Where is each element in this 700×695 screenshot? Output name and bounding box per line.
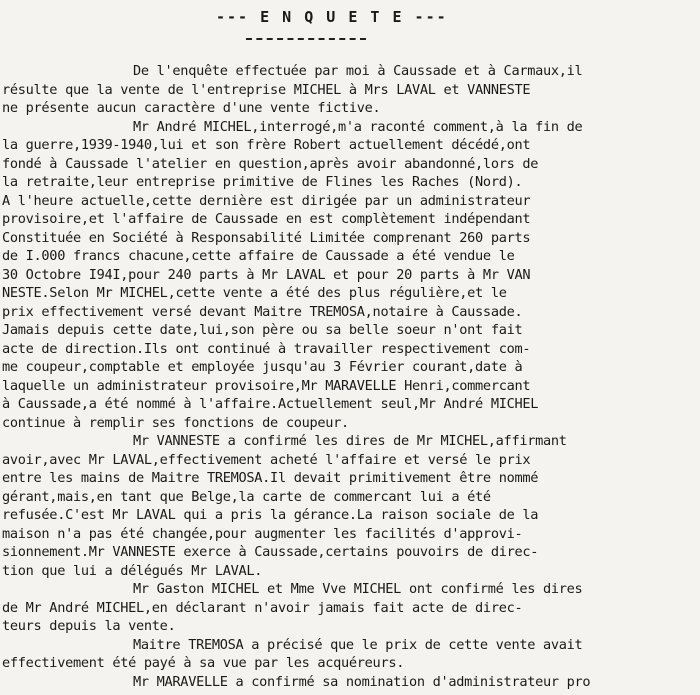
text-line: NESTE.Selon Mr MICHEL,cette vente a été des plus régulière,et le xyxy=(2,285,507,301)
text-line: teurs depuis la vente. xyxy=(2,618,176,634)
text-line: prix effectivement versé devant Maitre TREMOSA,notaire à Caussade. xyxy=(2,303,523,320)
text-line: de Mr André MICHEL,en déclarant n'avoir jamais fait acte de direc- xyxy=(2,599,523,616)
text-line: de I.000 francs chacune,cette affaire de Caussade a été vendue le xyxy=(2,248,515,264)
text-line: fondé à Caussade l'atelier en question,après avoir abandonné,lors de xyxy=(2,155,539,172)
text-line: la guerre,1939-1940,lui et son frère Robert actuellement décédé,ont xyxy=(2,137,531,153)
text-line: Constituée en Société à Responsabilité Limitée comprenant 260 parts xyxy=(2,229,531,246)
text-line: De l'enquête effectuée par moi à Caussade et à Carmaux,il xyxy=(133,63,583,79)
text-line: entre les mains de Maitre TREMOSA.Il devait primitivement être nommé xyxy=(2,470,539,486)
text-line: continue à remplir ses fonctions de coupeur. xyxy=(2,414,349,431)
text-line: laquelle un administrateur provisoire,Mr MARAVELLE Henri,commercant xyxy=(2,377,531,394)
text-line: à Caussade,a été nommé à l'affaire.Actuellement seul,Mr André MICHEL xyxy=(2,396,539,412)
text-line: A l'heure actuelle,cette dernière est dirigée par un administrateur xyxy=(2,192,531,209)
text-line: Jamais depuis cette date,lui,son père ou sa belle soeur n'ont fait xyxy=(2,322,523,338)
document-title: --- E N Q U E T E --- xyxy=(216,8,448,26)
text-line: effectivement été payé à sa vue par les acquéreurs. xyxy=(2,655,405,671)
text-line: provisoire,et l'affaire de Caussade en est complètement indépendant xyxy=(2,211,531,227)
text-line: 30 Octobre I94I,pour 240 parts à Mr LAVAL et pour 20 parts à Mr VAN xyxy=(2,266,531,283)
text-line: avoir,avec Mr LAVAL,effectivement acheté l'affaire et versé le prix xyxy=(2,451,531,468)
text-line: refusée.C'est Mr LAVAL qui a pris la gérance.La raison sociale de la xyxy=(2,507,539,523)
text-line: Mr MARAVELLE a confirmé sa nomination d'administrateur pro xyxy=(133,673,591,690)
text-line: Mr Gaston MICHEL et Mme Vve MICHEL ont confirmé les dires xyxy=(133,581,583,597)
text-line: ne présente aucun caractère d'une vente fictive. xyxy=(2,100,381,116)
text-line: Mr VANNESTE a confirmé les dires de Mr MICHEL,affirmant xyxy=(133,433,567,449)
text-line: résulte que la vente de l'entreprise MICHEL à Mrs LAVAL et VANNESTE xyxy=(2,81,531,98)
text-line: Mr André MICHEL,interrogé,m'a raconté comment,à la fin de xyxy=(133,118,583,135)
text-line: maison n'a pas été changée,pour augmenter les facilités d'approvi- xyxy=(2,525,523,542)
text-line: gérant,mais,en tant que Belge,la carte de commercant lui a été xyxy=(2,488,491,505)
text-line: la retraite,leur entreprise primitive de Flines les Raches (Nord). xyxy=(2,174,523,190)
text-line: Maitre TREMOSA a précisé que le prix de cette vente avait xyxy=(133,636,583,653)
text-line: acte de direction.Ils ont continué à travailler respectivement com- xyxy=(2,340,531,357)
title-underline xyxy=(246,38,366,40)
text-line: tion que lui a délégués Mr LAVAL. xyxy=(2,562,263,579)
text-line: me coupeur,comptable et employée jusqu'au 3 Février courant,date à xyxy=(2,359,523,375)
text-line: sionnement.Mr VANNESTE exerce à Caussade,certains pouvoirs de direc- xyxy=(2,544,539,560)
